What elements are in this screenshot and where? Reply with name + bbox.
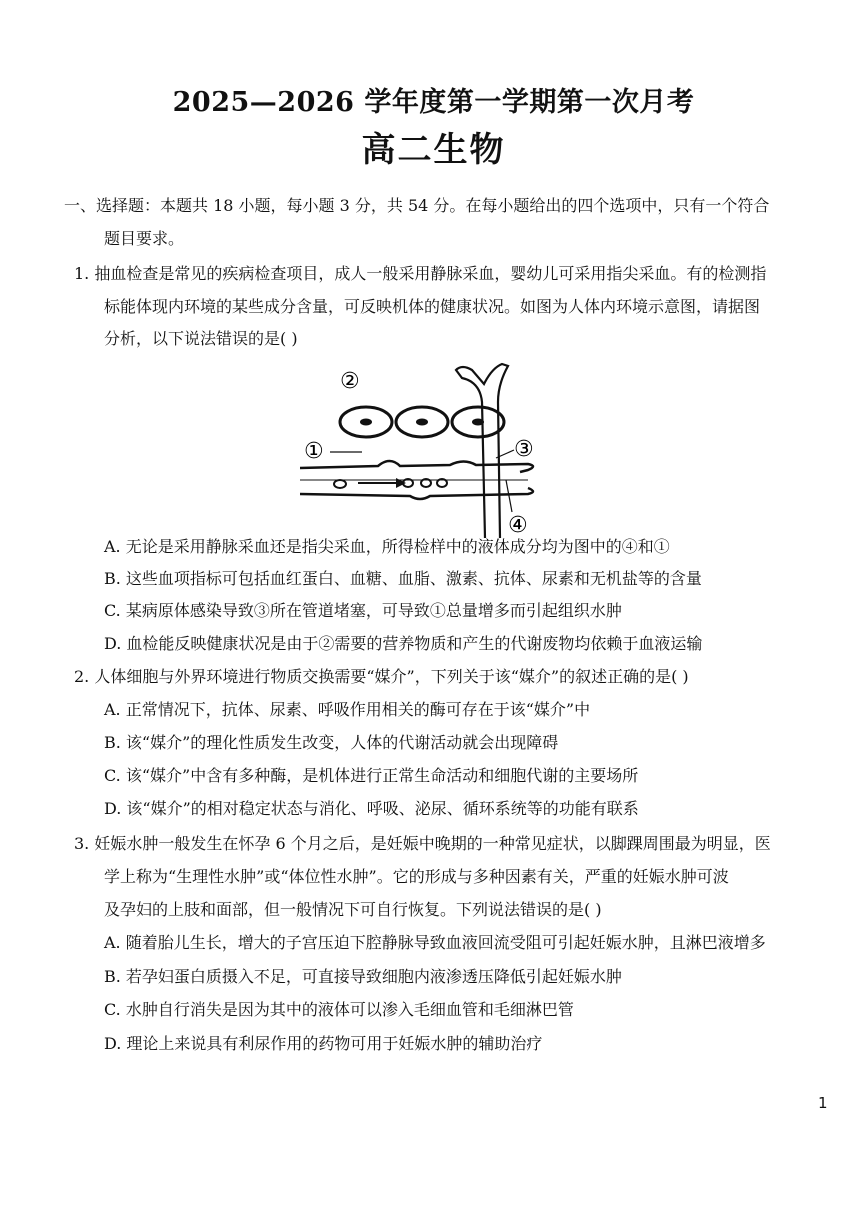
internal-environment-diagram xyxy=(300,362,540,538)
q3-option-c[interactable]: C. 水肿自行消失是因为其中的液体可以渗入毛细血管和毛细淋巴管 xyxy=(104,1000,574,1019)
q3-stem: 3. 妊娠水肿一般发生在怀孕 6 个月之后，是妊娠中晚期的一种常见症状，以脚踝周围最为明显，医 xyxy=(74,834,771,853)
q3-option-a[interactable]: A. 随着胎儿生长，增大的子宫压迫下腔静脉导致血液回流受阻可引起妊娠水肿，且淋巴液增多 xyxy=(104,933,766,952)
q1-stem: 1. 抽血检查是常见的疾病检查项目，成人一般采用静脉采血，婴幼儿可采用指尖采血。有的检测指 xyxy=(74,264,767,283)
q1-stem-cont: 分析，以下说法错误的是( ) xyxy=(104,329,298,348)
q1-option-c[interactable]: C. 某病原体感染导致③所在管道堵塞，可导致①总量增多而引起组织水肿 xyxy=(104,601,622,620)
label-4: ④ xyxy=(508,513,528,538)
label-1: ① xyxy=(304,439,324,464)
page-number: 1 xyxy=(818,1094,828,1112)
q2-option-a[interactable]: A. 正常情况下，抗体、尿素、呼吸作用相关的酶可存在于该“媒介”中 xyxy=(104,700,591,719)
label-3: ③ xyxy=(514,437,534,462)
section-heading-cont: 题目要求。 xyxy=(104,229,185,248)
q2-option-b[interactable]: B. 该“媒介”的理化性质发生改变，人体的代谢活动就会出现障碍 xyxy=(104,733,559,752)
q1-option-a[interactable]: A. 无论是采用静脉采血还是指尖采血，所得检样中的液体成分均为图中的④和① xyxy=(104,537,670,556)
q3-option-b[interactable]: B. 若孕妇蛋白质摄入不足，可直接导致细胞内液渗透压降低引起妊娠水肿 xyxy=(104,967,622,986)
subject-title: 高二生物 xyxy=(361,130,506,170)
q1-option-b[interactable]: B. 这些血项指标可包括血红蛋白、血糖、血脂、激素、抗体、尿素和无机盐等的含量 xyxy=(104,569,702,588)
section-heading: 一、选择题：本题共 18 小题，每小题 3 分，共 54 分。在每小题给出的四个选项中，只有一个符合 xyxy=(64,196,770,215)
q2-stem: 2. 人体细胞与外界环境进行物质交换需要“媒介”，下列关于该“媒介”的叙述正确的是( ) xyxy=(74,667,689,686)
exam-title: 2025—2026 学年度第一学期第一次月考 xyxy=(172,87,695,118)
tissue-cells xyxy=(340,407,504,437)
q3-option-d[interactable]: D. 理论上来说具有利尿作用的药物可用于妊娠水肿的辅助治疗 xyxy=(104,1034,543,1053)
q2-option-d[interactable]: D. 该“媒介”的相对稳定状态与消化、呼吸、泌尿、循环系统等的功能有联系 xyxy=(104,799,639,818)
label-2: ② xyxy=(340,369,360,394)
q2-option-c[interactable]: C. 该“媒介”中含有多种酶，是机体进行正常生命活动和细胞代谢的主要场所 xyxy=(104,766,639,785)
q3-stem-cont: 学上称为“生理性水肿”或“体位性水肿”。它的形成与多种因素有关，严重的妊娠水肿可波 xyxy=(104,867,729,886)
q1-option-d[interactable]: D. 血检能反映健康状况是由于②需要的营养物质和产生的代谢废物均依赖于血液运输 xyxy=(104,634,703,653)
q1-stem-cont: 标能体现内环境的某些成分含量，可反映机体的健康状况。如图为人体内环境示意图，请据图 xyxy=(104,297,761,316)
q3-stem-cont: 及孕妇的上肢和面部，但一般情况下可自行恢复。下列说法错误的是( ) xyxy=(104,900,602,919)
